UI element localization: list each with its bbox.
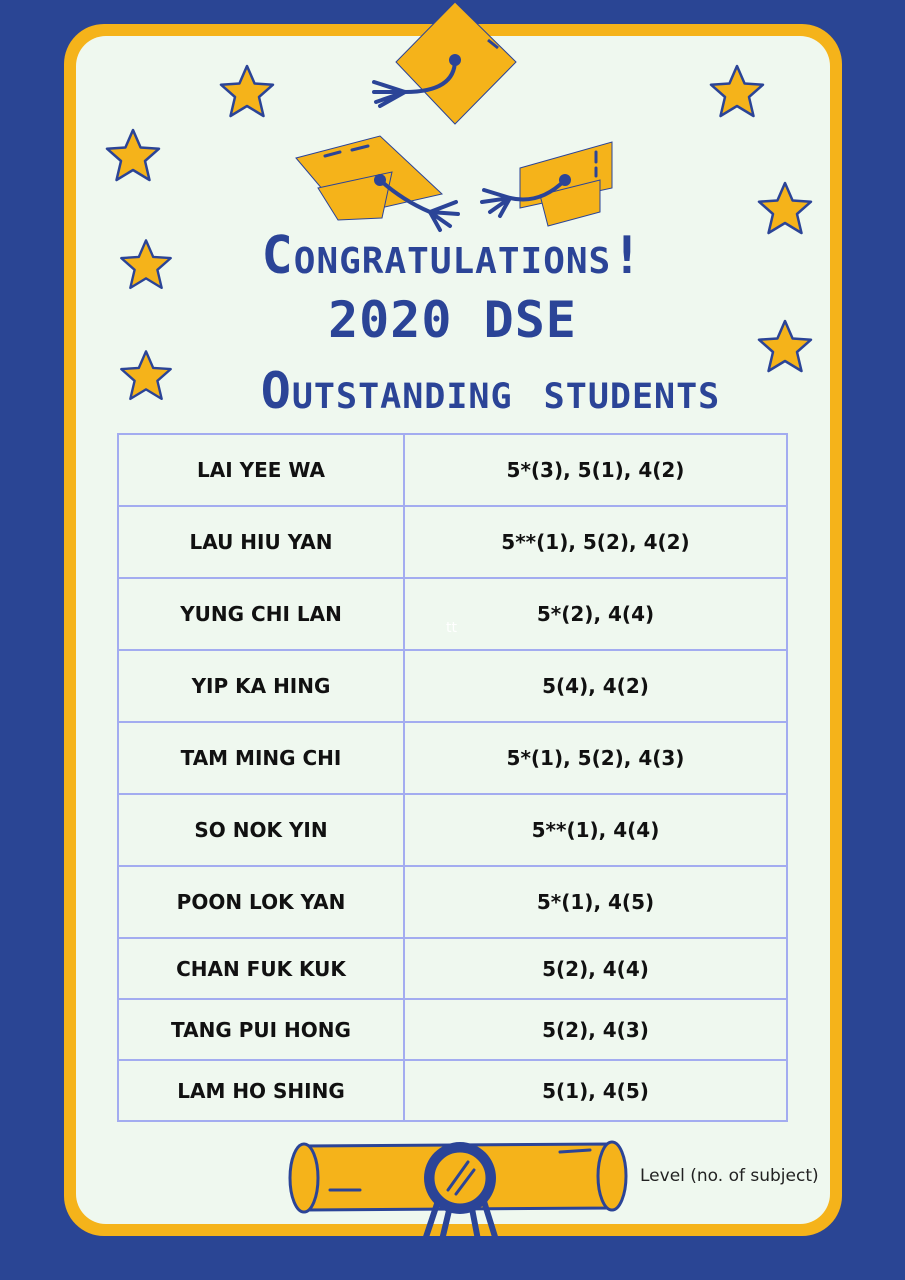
title-congratulations: Congratulations! <box>261 226 644 286</box>
table-row <box>118 722 787 794</box>
table-row <box>118 650 787 722</box>
legend-note: Level (no. of subject) <box>640 1166 819 1186</box>
student-result: 5*(1), 4(5) <box>404 866 787 938</box>
star-icon <box>711 66 763 116</box>
student-result: 5(4), 4(2) <box>404 650 787 722</box>
student-result: 5**(1), 5(2), 4(2) <box>404 506 787 578</box>
student-result: 5**(1), 4(4) <box>404 794 787 866</box>
table-row <box>118 578 787 650</box>
student-name: SO NOK YIN <box>118 794 404 866</box>
results-table <box>117 433 788 1122</box>
stray-mark: tt <box>446 620 457 636</box>
table-row <box>118 506 787 578</box>
student-name: YUNG CHI LAN <box>118 578 404 650</box>
star-icon <box>107 130 159 180</box>
student-result: 5(2), 4(3) <box>404 999 787 1060</box>
student-result: 5*(1), 5(2), 4(3) <box>404 722 787 794</box>
graduation-cap-icon <box>482 142 612 226</box>
table-row <box>118 938 787 999</box>
title-outstanding-students: Outstanding students <box>260 362 721 420</box>
table-row <box>118 999 787 1060</box>
student-name: POON LOK YAN <box>118 866 404 938</box>
graduation-cap-icon <box>374 2 516 124</box>
table-row <box>118 1060 787 1121</box>
student-name: YIP KA HING <box>118 650 404 722</box>
student-name: LAM HO SHING <box>118 1060 404 1121</box>
student-result: 5*(2), 4(4) <box>404 578 787 650</box>
student-name: LAI YEE WA <box>118 434 404 506</box>
table-row <box>118 794 787 866</box>
table-row <box>118 434 787 506</box>
star-icon <box>221 66 273 116</box>
student-name: CHAN FUK KUK <box>118 938 404 999</box>
table-row <box>118 866 787 938</box>
medal-ribbon-icon <box>424 1142 496 1240</box>
student-result: 5(2), 4(4) <box>404 938 787 999</box>
student-name: TAM MING CHI <box>118 722 404 794</box>
student-result: 5*(3), 5(1), 4(2) <box>404 434 787 506</box>
graduation-cap-icon <box>296 136 458 230</box>
student-result: 5(1), 4(5) <box>404 1060 787 1121</box>
student-name: TANG PUI HONG <box>118 999 404 1060</box>
student-name: LAU HIU YAN <box>118 506 404 578</box>
title-year-exam: 2020 DSE <box>328 291 577 349</box>
